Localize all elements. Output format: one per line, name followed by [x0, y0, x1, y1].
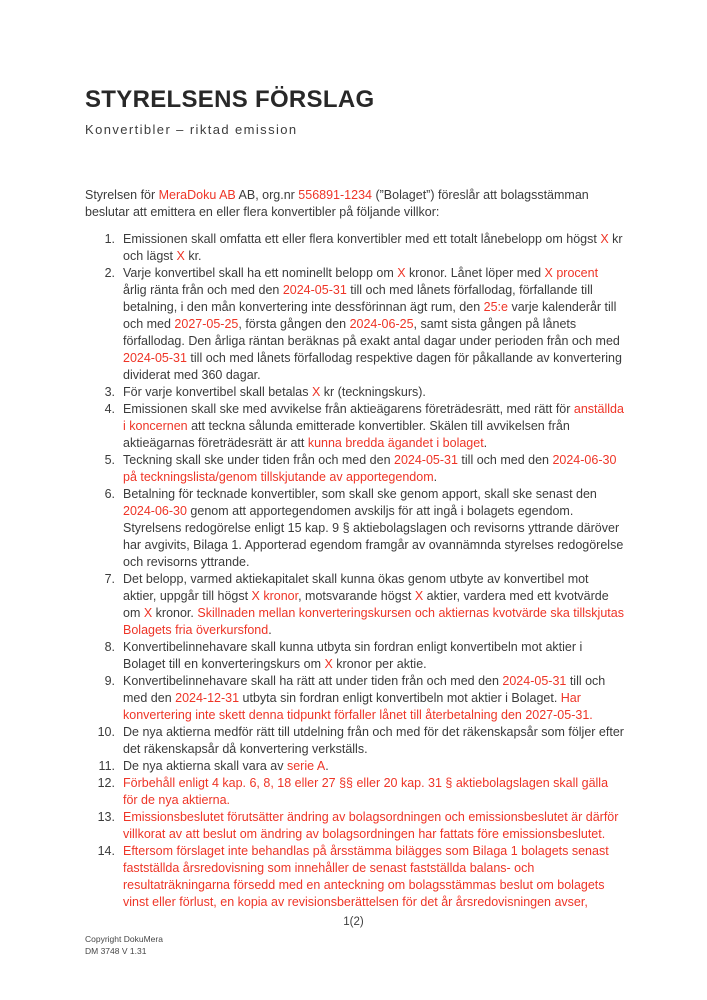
list-item: [85, 639, 625, 673]
placeholder-text: 2024-12-31: [175, 690, 240, 705]
placeholder-text: 2024-05-31: [123, 350, 187, 365]
list-item-text: [123, 776, 608, 807]
list-item-number: 14.: [97, 843, 115, 858]
list-item-number: 1.: [104, 231, 115, 246]
list-item-text: [123, 640, 582, 671]
list-item: [85, 486, 625, 571]
text-segment: kr och lägst: [123, 231, 623, 263]
text-segment: De nya aktierna medför rätt till utdelning från och med för det räkenskapsår som följer efter det räkenskapsår då konvertering verkställs.: [123, 724, 624, 756]
text-segment: till och med den: [123, 673, 606, 705]
text-segment: , samt sista gången på lånets förfallodag. Den årliga räntan beräknas på exakt antal dagar under perioden från och med: [123, 316, 620, 348]
placeholder-text: Förbehåll enligt 4 kap. 6, 8, 18 eller 27 §§ eller 20 kap. 31 § aktiebolagslagen skall gälla för de nya aktierna.: [123, 775, 609, 807]
text-segment: att teckna sålunda emitterade konvertibler. Skälen till avvikelsen från aktieägarnas företrädesrätt är att: [123, 418, 570, 450]
placeholder-text: X: [397, 265, 406, 280]
list-item: [85, 452, 625, 486]
placeholder-text: 2024-06-25: [349, 316, 414, 331]
page-title: STYRELSENS FÖRSLAG: [85, 86, 375, 113]
placeholder-text: X: [143, 605, 153, 620]
intro-paragraph: [85, 187, 625, 221]
placeholder-text: Emissionsbeslutet förutsätter ändring av bolagsordningen och emissionsbeslutet är därför villkorat av att beslut om ändring av bolagsordningen har fattats före emissionsbeslutet.: [123, 809, 619, 841]
text-segment: Varje konvertibel skall ha ett nominellt belopp om: [123, 265, 398, 280]
placeholder-text: 2024-06-30: [552, 452, 617, 467]
list-item: [85, 724, 625, 758]
placeholder-text: Skillnaden mellan konverteringskursen och aktiernas kvotvärde ska tillskjutas Bolagets fria överkursfond: [123, 605, 624, 637]
text-segment: till och med lånets förfallodag respektive dagen för påkallande av konvertering dividerat med 360 dagar.: [123, 350, 622, 382]
placeholder-text: 25:e: [483, 299, 508, 314]
placeholder-text: X: [311, 384, 321, 399]
list-item-text: [123, 402, 624, 450]
list-item-number: 8.: [104, 639, 115, 654]
list-item-number: 3.: [104, 384, 115, 399]
list-item-number: 12.: [97, 775, 115, 790]
placeholder-text: X kronor: [251, 588, 299, 603]
list-item: [85, 673, 625, 724]
footer-doc-id: DM 3748 V 1.31: [85, 945, 147, 956]
text-segment: AB, org.nr: [235, 187, 299, 202]
placeholder-text: kunna bredda ägandet i bolaget: [307, 435, 484, 450]
placeholder-text: på teckningslista/genom tillskjutande av apportegendom: [123, 469, 434, 484]
terms-list: [85, 231, 625, 911]
placeholder-text: 556891-1234: [298, 187, 372, 202]
page-number: 1(2): [343, 916, 364, 928]
list-item-number: 6.: [104, 486, 115, 501]
text-segment: till och med lånets förfallodag, förfallande till betalning, i den mån konvertering inte dessförinnan ägt rum, den: [123, 282, 593, 314]
text-segment: .: [268, 622, 272, 637]
placeholder-text: Eftersom förslaget inte behandlas på årsstämma bilägges som Bilaga 1 bolagets senast fastställda årsredovisning som innehåller de senast fastställda balans- och resultaträkningarna försedd med en anteckning om bolagsstämmas beslut om bolagets vinst eller förlust, en kopia av revisionsberättelsen för det år årsredovisningen avser,: [123, 843, 609, 909]
list-item: [85, 809, 625, 843]
text-segment: (”Bolaget”) föreslår att bolagsstämman beslutar att emittera en eller flera konvertibler på följande villkor:: [85, 187, 589, 219]
list-item-number: 5.: [104, 452, 115, 467]
footer-copyright: Copyright DokuMera: [85, 934, 163, 944]
placeholder-text: X: [324, 656, 333, 671]
placeholder-text: X procent: [544, 265, 599, 280]
text-segment: till och med den: [457, 452, 553, 467]
placeholder-text: X: [176, 248, 185, 263]
list-item: [85, 843, 625, 911]
list-item-text: [123, 674, 605, 722]
text-segment: .: [483, 435, 488, 450]
text-segment: Konvertibelinnehavare skall ha rätt att under tiden från och med den: [123, 673, 503, 688]
list-item: [85, 231, 625, 265]
placeholder-text: 2024-06-30: [123, 503, 187, 518]
list-item-text: [123, 385, 426, 399]
text-segment: Konvertibelinnehavare skall kunna utbyta sin fordran enligt konvertibeln mot aktier i Bolaget till en konverteringskurs om: [123, 639, 583, 671]
list-item-text: [123, 725, 624, 756]
list-item: [85, 384, 625, 401]
placeholder-text: Har konvertering inte skett denna tidpunkt förfaller lånet till återbetalning den 2027-05-31.: [123, 690, 593, 722]
text-segment: , första gången den: [238, 316, 350, 331]
placeholder-text: serie A: [286, 758, 326, 773]
placeholder-text: 2024-05-31: [282, 282, 347, 297]
text-segment: kronor.: [152, 605, 198, 620]
placeholder-text: X: [600, 231, 609, 246]
text-segment: kr (teckningskurs).: [320, 384, 426, 399]
placeholder-text: 2024-05-31: [502, 673, 567, 688]
list-item-text: [123, 759, 329, 773]
list-item-text: [123, 844, 609, 909]
list-item-text: [123, 572, 624, 637]
list-item-text: [123, 810, 618, 841]
page-subtitle: Konvertibler – riktad emission: [85, 121, 298, 137]
list-item: [85, 775, 625, 809]
list-item-number: 9.: [104, 673, 115, 688]
text-segment: Styrelsen för: [85, 187, 159, 202]
text-segment: genom att apportegendomen avskiljs för att ingå i bolagets egendom. Styrelsens redogörelse enligt 15 kap. 9 § aktiebolagslagen och revisorns yttrande däröver har avgivits, Bilaga 1. Apporterad egendom framgår av ovannämnda styrelses redogörelse och revisorns yttrande.: [123, 503, 624, 569]
list-item-number: 13.: [97, 809, 115, 824]
text-segment: Teckning skall ske under tiden från och med den: [123, 452, 394, 467]
text-segment: .: [433, 469, 438, 484]
list-item-number: 2.: [104, 265, 115, 280]
list-item: [85, 571, 625, 639]
text-segment: utbyta sin fordran enligt konvertibeln mot aktier i Bolaget.: [239, 690, 561, 705]
placeholder-text: X: [414, 588, 424, 603]
text-segment: Emissionen skall omfatta ett eller flera konvertibler med ett totalt lånebelopp om högst: [123, 231, 601, 246]
list-item: [85, 758, 625, 775]
list-item: [85, 265, 625, 384]
text-segment: För varje konvertibel skall betalas: [123, 384, 312, 399]
text-segment: kronor per aktie.: [332, 656, 427, 671]
text-segment: Emissionen skall ske med avvikelse från aktieägarens företrädesrätt, med rätt för: [123, 401, 574, 416]
placeholder-text: 2027-05-25: [174, 316, 239, 331]
text-segment: , motsvarande högst: [298, 588, 415, 603]
document-content: [85, 86, 625, 911]
placeholder-text: anställda i koncernen: [123, 401, 624, 433]
text-segment: aktier, vardera med ett kvotvärde om: [123, 588, 609, 620]
footer: [85, 934, 163, 957]
placeholder-text: 2024-05-31: [394, 452, 458, 467]
text-segment: De nya aktierna skall vara av: [123, 758, 287, 773]
list-item-text: [123, 266, 622, 382]
list-item-text: [123, 232, 623, 263]
list-item-text: [123, 487, 623, 569]
text-segment: kronor. Lånet löper med: [405, 265, 545, 280]
list-item: [85, 401, 625, 452]
text-segment: kr.: [184, 248, 202, 263]
text-segment: Det belopp, varmed aktiekapitalet skall kunna ökas genom utbyte av konvertibel mot aktier, uppgår till högst: [123, 571, 589, 603]
list-item-number: 4.: [104, 401, 115, 416]
list-item-number: 11.: [98, 758, 115, 773]
text-segment: varje kalenderår till och med: [123, 299, 617, 331]
list-item-number: 10.: [97, 724, 115, 739]
text-segment: Betalning för tecknade konvertibler, som skall ske genom apport, skall ske senast den: [123, 486, 597, 501]
placeholder-text: MeraDoku AB: [158, 187, 236, 202]
list-item-text: [123, 453, 616, 484]
list-item-number: 7.: [104, 571, 115, 586]
text-segment: .: [325, 758, 329, 773]
text-segment: årlig ränta från och med den: [123, 282, 283, 297]
